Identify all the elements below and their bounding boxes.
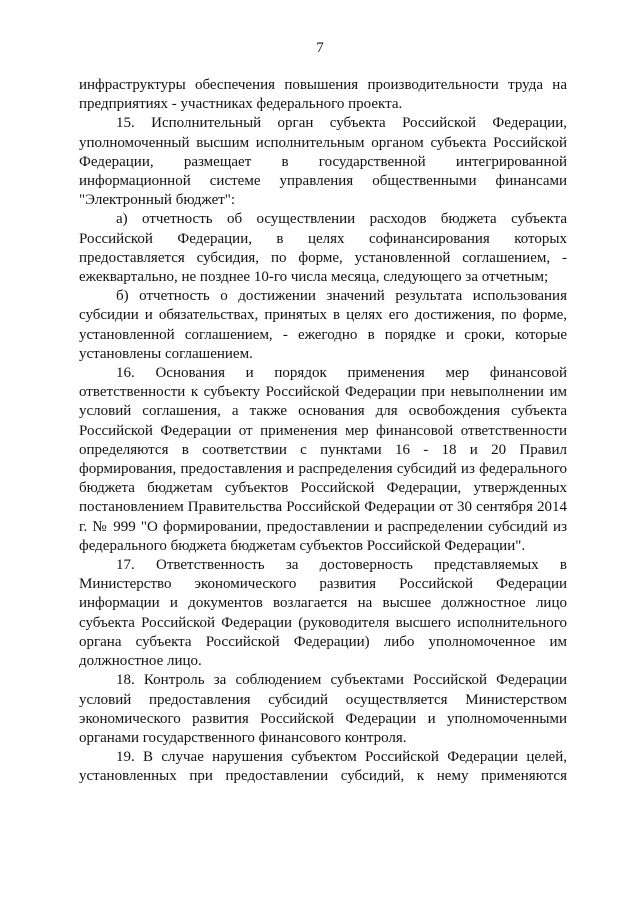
- paragraph-19: 19. В случае нарушения субъектом Российской Федерации целей, установленных при предоставлении субсидий, к нему применяются: [79, 749, 567, 785]
- paragraph-15: 15. Исполнительный орган субъекта Российской Федерации, уполномоченный высшим исполнительным органом субъекта Российской Федерации, размещает в государственной интегрированной информационной системе управления общественными финансами "Электронный бюджет":: [79, 115, 567, 209]
- paragraph-17: 17. Ответственность за достоверность представляемых в Министерство экономического развития Российской Федерации информации и документов возлагается на высшее должностное лицо субъекта Российской Федерации (руководителя высшего исполнительного органа субъекта Российской Федерации) либо уполномоченное им должностное лицо.: [79, 557, 567, 670]
- paragraph-infrastructure-continued: инфраструктуры обеспечения повышения производительности труда на предприятиях - участниках федерального проекта.: [79, 77, 567, 113]
- paragraph-15-a: а) отчетность об осуществлении расходов бюджета субъекта Российской Федерации, в целях софинансирования которых предоставляется субсидия, по форме, установленной соглашением, - ежеквартально, не позднее 10-го числа месяца, следующего за отчетным;: [79, 211, 567, 286]
- page-number: 7: [316, 40, 324, 56]
- document-body: [79, 76, 567, 787]
- paragraph-16: 16. Основания и порядок применения мер финансовой ответственности к субъекту Российской Федерации при невыполнении им условий соглашения, а также основания для освобождения субъекта Российской Федерации от применения мер финансовой ответственности определяются в соответствии с пунктами 16 - 18 и 20 Правил формирования, предоставления и распределения субсидий из федерального бюджета бюджетам субъектов Российской Федерации, утвержденных постановлением Правительства Российской Федерации от 30 сентября 2014 г. № 999 "О формировании, предоставлении и распределении субсидий из федерального бюджета бюджетам субъектов Российской Федерации".: [79, 365, 567, 554]
- paragraph-15-b: б) отчетность о достижении значений результата использования субсидии и обязательствах, принятых в целях его достижения, по форме, установленной соглашением, - ежегодно в порядке и сроки, которые установлены соглашением.: [79, 288, 567, 362]
- paragraph-18: 18. Контроль за соблюдением субъектами Российской Федерации условий предоставления субсидий осуществляется Министерством экономического развития Российской Федерации и уполномоченными органами государственного финансового контроля.: [79, 672, 567, 746]
